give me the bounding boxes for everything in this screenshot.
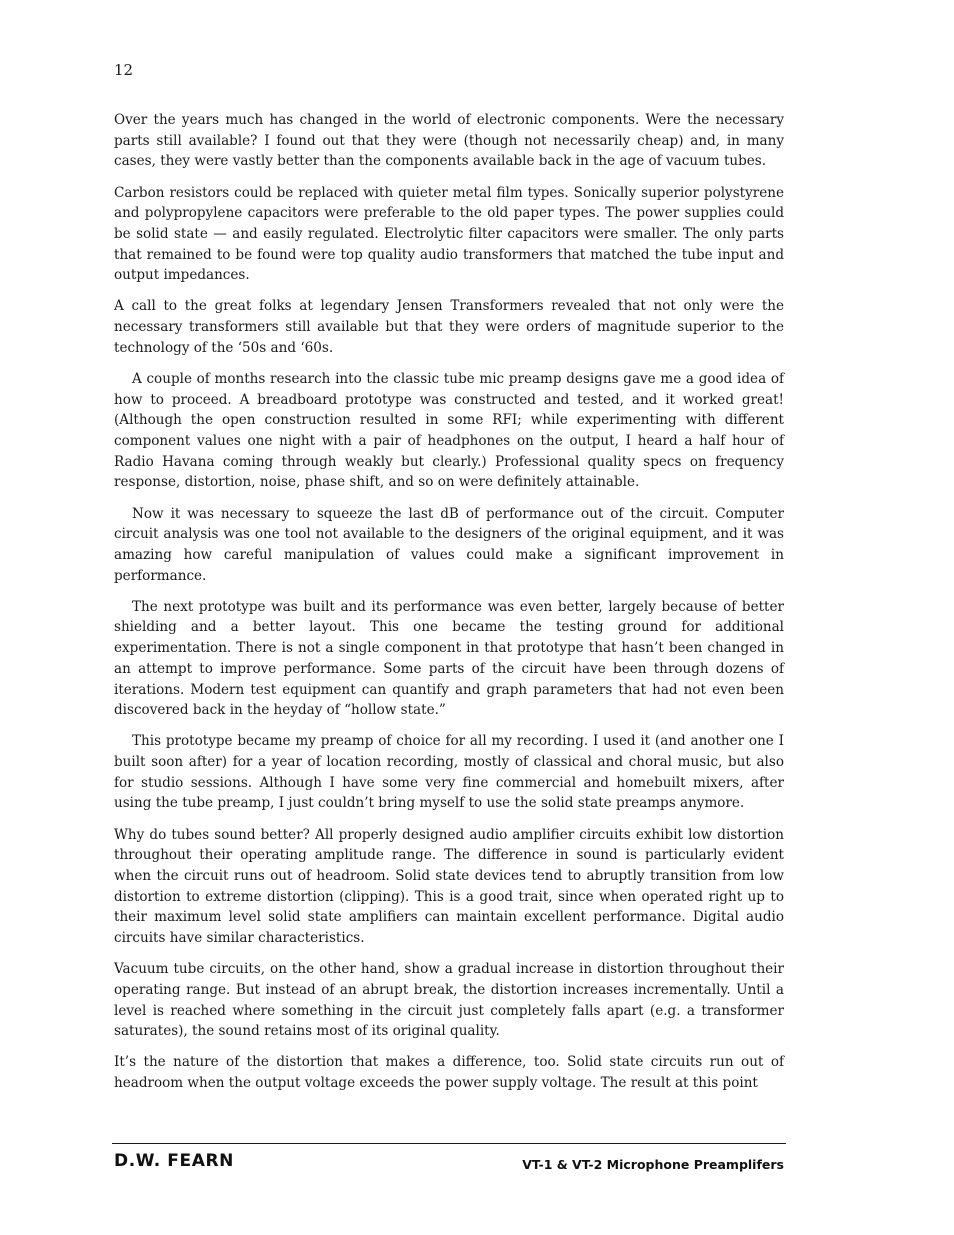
footer-divider — [112, 1143, 786, 1144]
paragraph: Vacuum tube circuits, on the other hand, show a gradual increase in distortion throughout their operating range. But instead of an abrupt break, the distortion increases incrementally. Until a level is reached where something in the circuit just completely falls apart (e.g. a transformer saturates), the sound retains most of its original quality. — [114, 961, 784, 1040]
paragraph: It’s the nature of the distortion that makes a difference, too. Solid state circuits run out of headroom when the output voltage exceeds the power supply voltage. The result at this point — [114, 1054, 784, 1092]
paragraph: Why do tubes sound better? All properly designed audio amplifier circuits exhibit low distortion throughout their operating amplitude range. The difference in sound is particularly evident when the circuit runs out of headroom. Solid state devices tend to abruptly transition from low distortion to extreme distortion (clipping). This is a good trait, since when operated right up to their maximum level solid state amplifiers can maintain excellent performance. Digital audio circuits have similar characteristics. — [114, 826, 784, 947]
paragraph: A call to the great folks at legendary Jensen Transformers revealed that not only were the necessary transformers still available but that they were orders of magnitude superior to the technology of the ‘50s and ‘60s. — [114, 298, 784, 356]
footer-author: D.W. FEARN — [114, 1151, 235, 1171]
paragraph: The next prototype was built and its performance was even better, largely because of better shielding and a better layout. This one became the testing ground for additional experimentation. There is not a single component in that prototype that hasn’t been changed in an attempt to improve performance. Some parts of the circuit have been through dozens of iterations. Modern test equipment can quantify and graph parameters that had not even been discovered back in the heyday of “hollow state.” — [114, 598, 784, 719]
paragraph: Now it was necessary to squeeze the last dB of performance out of the circuit. Computer circuit analysis was one tool not available to the designers of the original equipment, and it was amazing how careful manipulation of values could make a significant improvement in performance. — [114, 505, 784, 584]
body-text — [114, 110, 784, 1104]
paragraph: This prototype became my preamp of choice for all my recording. I used it (and another one I built soon after) for a year of location recording, mostly of classical and choral music, but also for studio sessions. Although I have some very fine commercial and homebuilt mixers, after using the tube preamp, I just couldn’t bring myself to use the solid state preamps anymore. — [114, 733, 784, 812]
paragraph: A couple of months research into the classic tube mic preamp designs gave me a good idea of how to proceed. A breadboard prototype was constructed and tested, and it worked great! (Although the open construction resulted in some RFI; while experimenting with different component values one night with a pair of headphones on the output, I heard a half hour of Radio Havana coming through weakly but clearly.) Professional quality specs on frequency response, distortion, noise, phase shift, and so on were definitely attainable. — [114, 370, 784, 491]
paragraph: Over the years much has changed in the world of electronic components. Were the necessary parts still available? I found out that they were (though not necessarily cheap) and, in many cases, they were vastly better than the components available back in the age of vacuum tubes. — [114, 112, 784, 170]
paragraph: Carbon resistors could be replaced with quieter metal film types. Sonically superior polystyrene and polypropylene capacitors were preferable to the old paper types. The power supplies could be solid state — and easily regulated. Electrolytic filter capacitors were smaller. The only parts that remained to be found were top quality audio transformers that matched the tube input and output impedances. — [114, 184, 784, 284]
page-number: 12 — [114, 61, 134, 79]
footer-title: VT-1 & VT-2 Microphone Preamplifers — [522, 1157, 784, 1172]
